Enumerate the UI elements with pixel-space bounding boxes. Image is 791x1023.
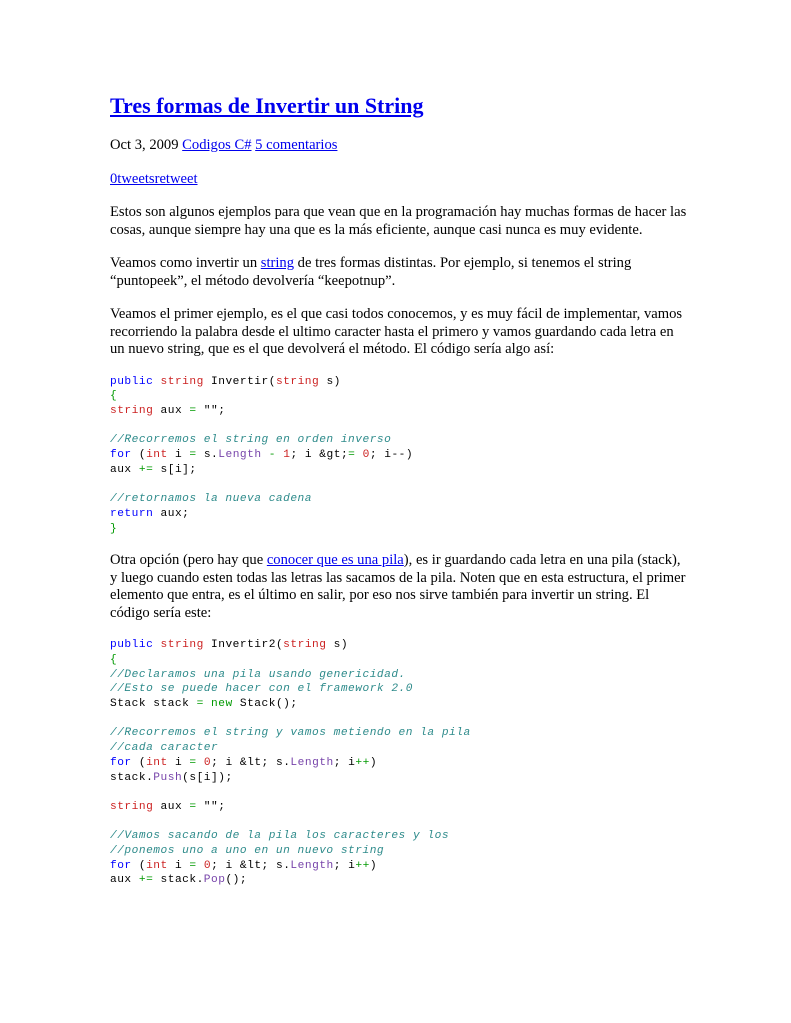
code-line: string aux = ""; xyxy=(110,404,226,417)
post-meta xyxy=(110,136,690,154)
second-text-after: ), es ir guardando cada letra en una pila (stack), y luego cuando esten todas las letras las sacamos de la pila. Noten que en esta estructura, el primer elemento que entra, es el último en salir, por eso nos sirve también para invertir un string. El código sería este: xyxy=(110,552,686,621)
tweet-widget xyxy=(110,170,690,188)
code-line: } xyxy=(110,522,118,535)
code-line: stack.Push(s[i]); xyxy=(110,771,233,784)
code-line: aux += s[i]; xyxy=(110,463,197,476)
code-line: public string Invertir2(string s) xyxy=(110,639,349,652)
retweet-link[interactable]: 0tweetsretweet xyxy=(110,171,198,187)
code-line: //Recorremos el string y vamos metiendo en la pila xyxy=(110,727,471,740)
code-line: { xyxy=(110,390,118,403)
string-link[interactable]: string xyxy=(260,255,295,271)
intro-paragraph: Estos son algunos ejemplos para que vean que en la programación hay muchas formas de hacer las cosas, aunque siempre hay una que es la más eficiente, aunque casi nunca es muy evidente. xyxy=(110,204,687,238)
post-title xyxy=(110,92,690,120)
post-title-link[interactable]: Tres formas de Invertir un String xyxy=(110,93,424,118)
code-line: //Declaramos una pila usando genericidad. xyxy=(110,668,406,681)
code-line: //Recorremos el string en orden inverso xyxy=(110,434,392,447)
code-line xyxy=(110,712,690,727)
pila-link[interactable]: conocer que es una pila xyxy=(266,552,404,569)
code-line: for (int i = s.Length - 1; i &gt;= 0; i--) xyxy=(110,449,414,461)
example-paragraph xyxy=(110,255,690,290)
code-line: string aux = ""; xyxy=(110,800,226,813)
code-line: //Vamos sacando de la pila los caracteres y los xyxy=(110,830,450,843)
code-block-1 xyxy=(110,375,690,537)
second-text-before: Otra opción (pero hay que xyxy=(110,552,267,569)
code-line xyxy=(110,419,690,434)
code-line: for (int i = 0; i &lt; s.Length; i++) xyxy=(110,859,378,872)
code-line: //ponemos uno a uno en un nuevo string xyxy=(110,845,385,857)
first-example-paragraph: Veamos el primer ejemplo, es el que casi todos conocemos, y es muy fácil de implementar, vamos recorriendo la palabra desde el ultimo caracter hasta el primero y vamos guardando cada letra en un nuevo string, que es el que devolverá el método. El código sería algo así: xyxy=(110,306,683,357)
category-link[interactable]: Codigos C# xyxy=(182,137,252,153)
code-line: return aux; xyxy=(110,507,190,520)
code-line: for (int i = 0; i &lt; s.Length; i++) xyxy=(110,756,378,769)
code-line: public string Invertir(string s) xyxy=(110,375,341,388)
second-example-paragraph xyxy=(110,552,690,622)
code-line xyxy=(110,477,690,492)
code-line xyxy=(110,815,690,830)
code-line xyxy=(110,785,690,800)
comments-link[interactable]: 5 comentarios xyxy=(255,137,338,153)
code-line: aux += stack.Pop(); xyxy=(110,874,248,887)
code-line: //Esto se puede hacer con el framework 2.0 xyxy=(110,683,413,696)
code-line: { xyxy=(110,653,118,666)
post-date: Oct 3, 2009 xyxy=(110,137,179,153)
code-line: //retornamos la nueva cadena xyxy=(110,493,312,506)
code-line: //cada caracter xyxy=(110,742,219,755)
document-page xyxy=(110,92,690,888)
code-block-2 xyxy=(110,638,690,888)
code-line: Stack stack = new Stack(); xyxy=(110,698,298,711)
example-text-after: de tres formas distintas. Por ejemplo, si tenemos el string “puntopeek”, el método devolvería “keepotnup”. xyxy=(110,255,632,289)
example-text-before: Veamos como invertir un xyxy=(110,255,261,271)
